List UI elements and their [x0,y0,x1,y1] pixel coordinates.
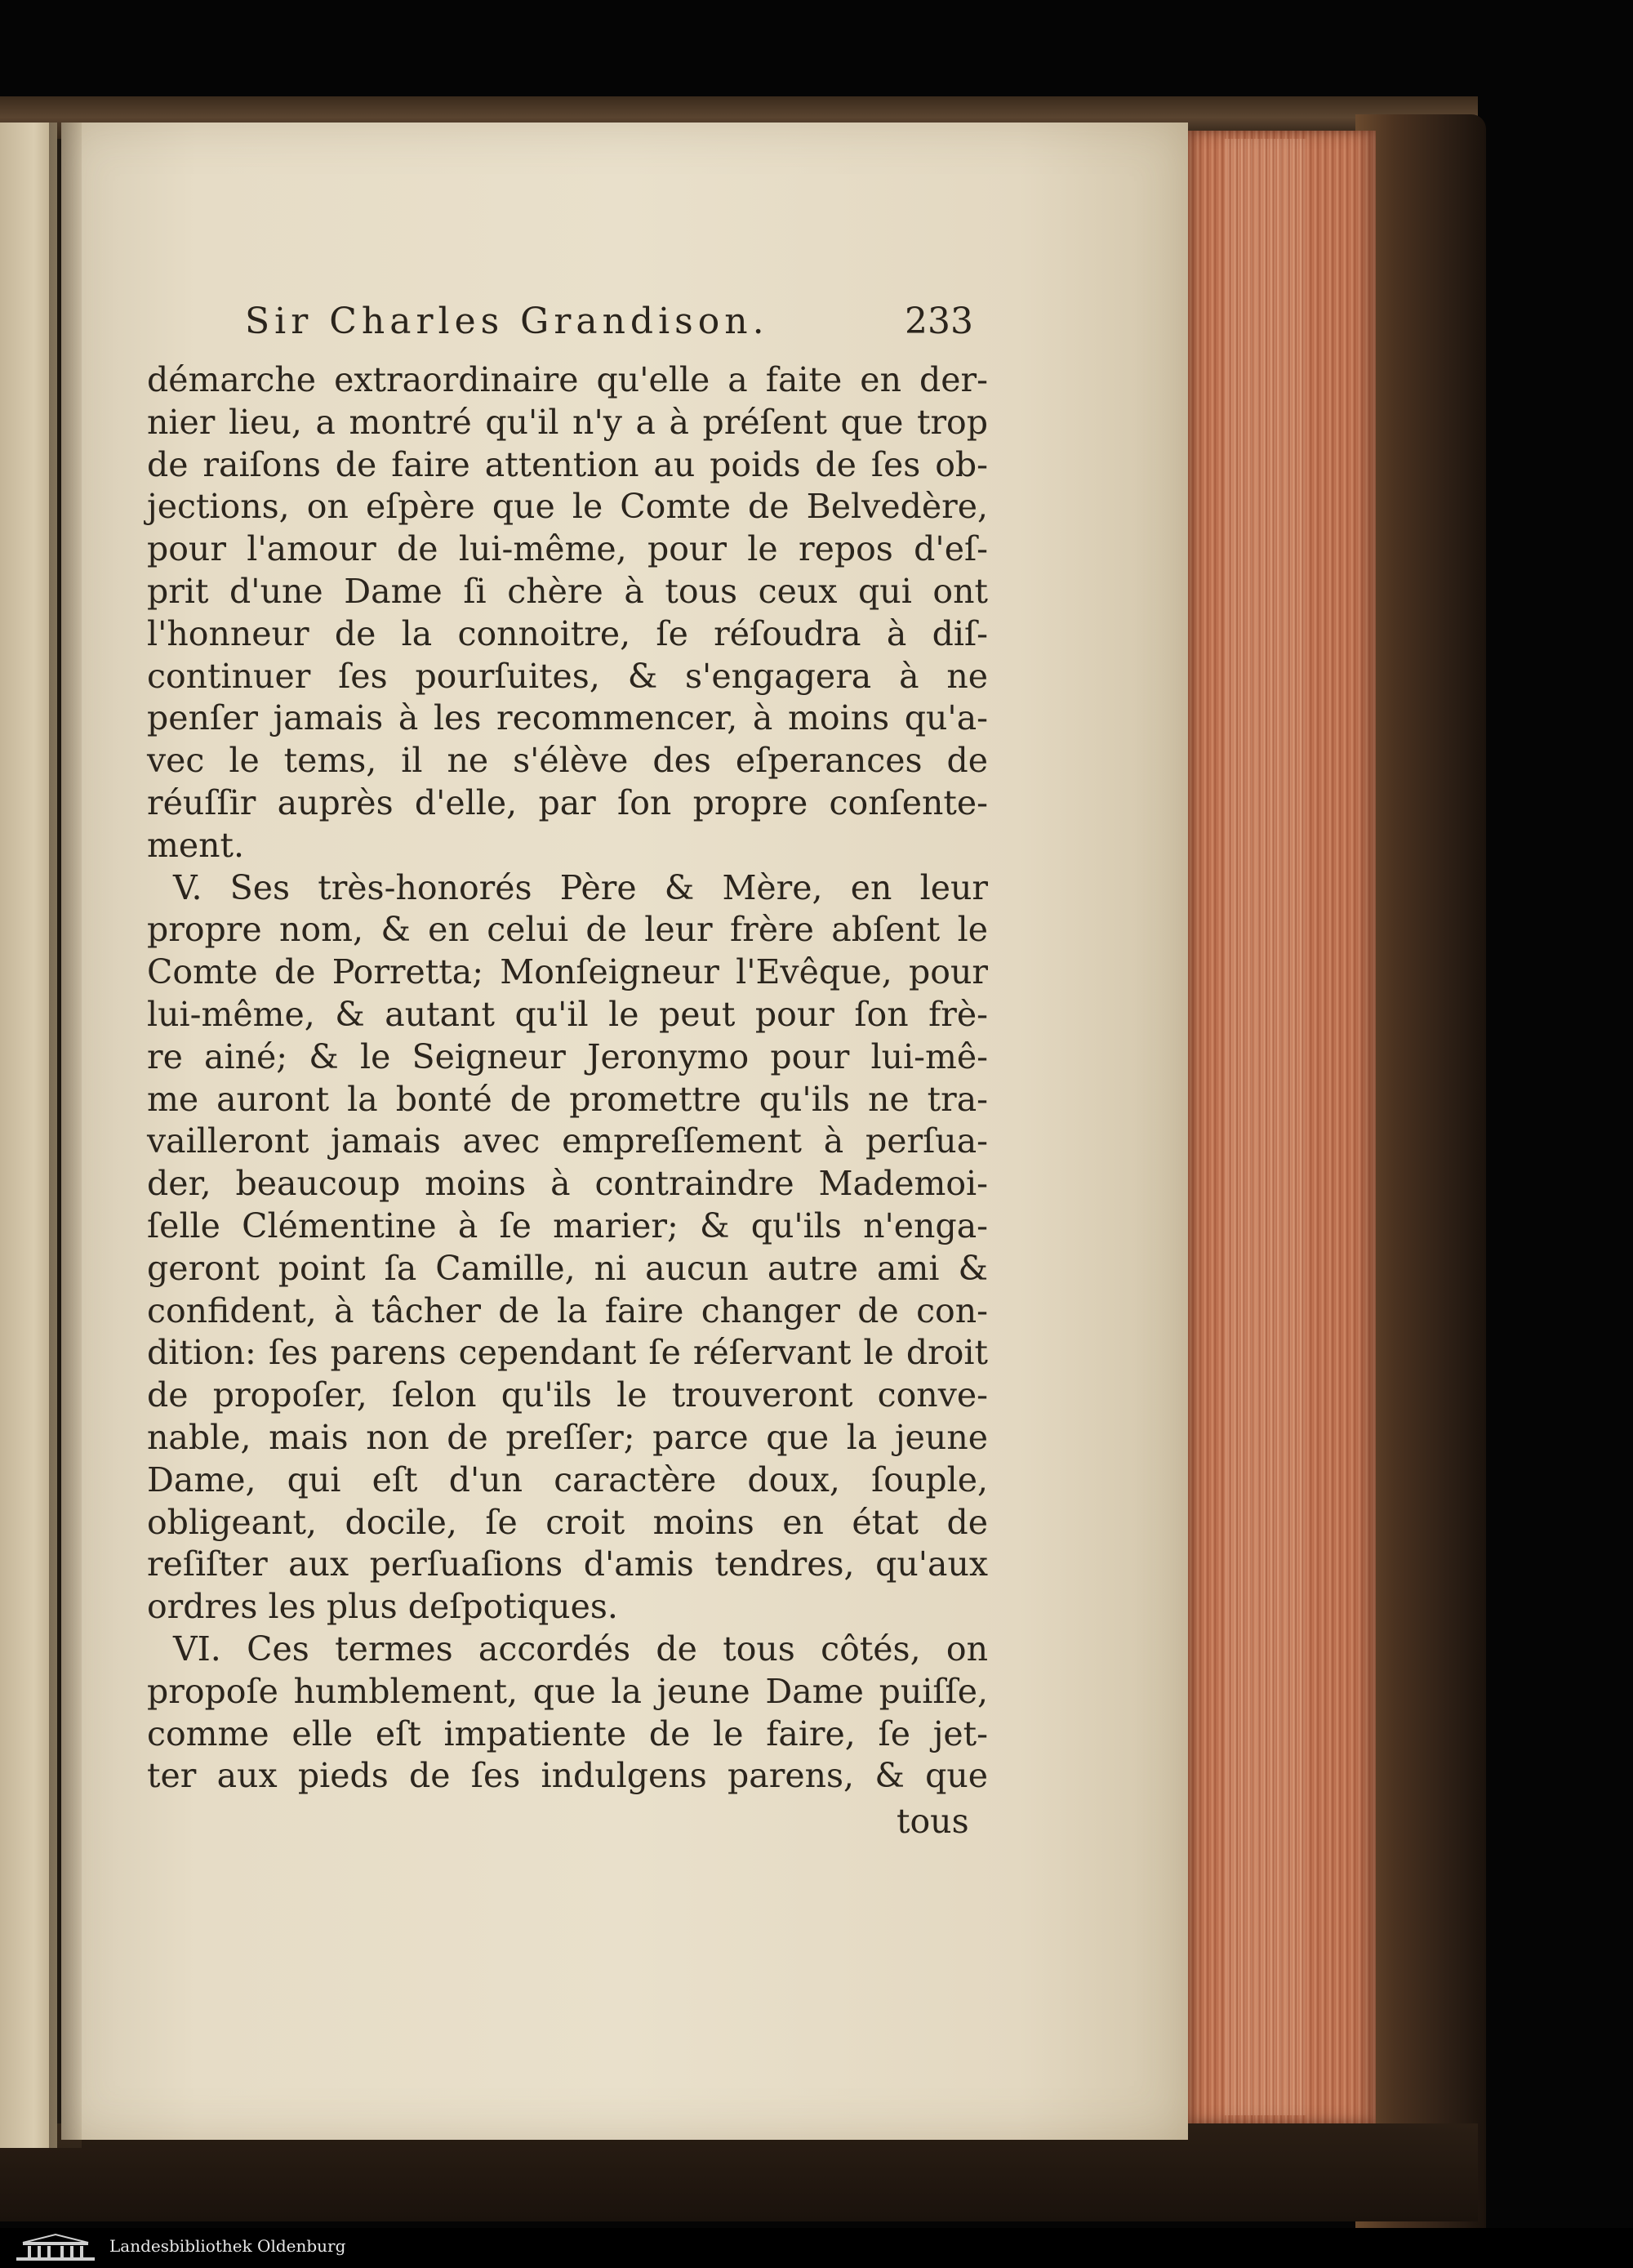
catchword: tous [897,1802,969,1841]
text-line: jections, on eſpère que le Comte de Belvedère, [147,487,988,527]
text-line: de propoſer, ſelon qu'ils le trouveront conve- [147,1375,988,1415]
text-line: continuer ſes pourſuites, & s'engagera à ne [147,656,988,696]
text-line: réuſſir auprès d'elle, par ſon propre conſente- [147,782,988,822]
text-line: ordres les plus deſpotiques. [147,1587,618,1627]
text-line: propre nom, & en celui de leur frère abſent le [147,910,988,950]
text-line: vailleront jamais avec empreſſement à perſua- [147,1121,988,1161]
text-line: vec le tems, il ne s'élève des eſperances de [147,741,988,781]
text-line: dition: ſes parens cependant ſe réſervant le droit [147,1333,988,1373]
text-line-paragraph-start: V. Ses très-honorés Père & Mère, en leur [173,867,988,907]
text-line: reſiſter aux perſuaſions d'amis tendres, qu'aux [147,1544,988,1584]
text-line: nier lieu, a montré qu'il n'y a à préſent que trop [147,402,988,442]
text-line: re ainé; & le Seigneur Jeronymo pour lui-mê- [147,1036,988,1076]
text-line: geront point ſa Camille, ni aucun autre ami & [147,1248,988,1288]
page-gutter-shadow [49,123,82,2148]
text-line: ter aux pieds de ſes indulgens parens, & que [147,1756,988,1796]
text-line: obligeant, docile, ſe croit moins en état de [147,1502,988,1542]
text-line: lui-même, & autant qu'il le peut pour ſon frè- [147,994,988,1034]
text-line: prit d'une Dame ſi chère à tous ceux qui ont [147,571,988,611]
text-line: Comte de Porretta; Monſeigneur l'Evêque, pour [147,952,988,992]
text-line: ſelle Clémentine à ſe marier; & qu'ils n'enga- [147,1205,988,1245]
text-line: démarche extraordinaire qu'elle a faite en der- [147,360,988,399]
library-name-label: Landesbibliothek Oldenburg [109,2236,346,2256]
text-line: confident, à tâcher de la faire changer de con- [147,1290,988,1330]
text-line: penſer jamais à les recommencer, à moins qu'a- [147,698,988,738]
text-line: comme elle eſt impatiente de le faire, ſe jet- [147,1713,988,1753]
text-line: nable, mais non de preſſer; parce que la jeune [147,1417,988,1457]
text-line: Dame, qui eſt d'un caractère doux, ſouple, [147,1459,988,1499]
text-line: de raiſons de faire attention au poids de ſes ob- [147,444,988,484]
body-text [147,359,988,1798]
page-block-fore-edge-texture [1225,139,1306,2115]
running-head-title: Sir Charles Grandison. [245,301,769,342]
text-line: me auront la bonté de promettre qu'ils ne tra- [147,1079,988,1119]
text-line-paragraph-start: VI. Ces termes accordés de tous côtés, on [173,1629,988,1669]
text-line: der, beaucoup moins à contraindre Mademoi- [147,1164,988,1204]
text-line: l'honneur de la connoitre, ſe réſoudra à diſ- [147,613,988,653]
text-line: ment. [147,825,245,865]
page-number: 233 [905,301,973,342]
text-line: propoſe humblement, que la jeune Dame puiſſe, [147,1671,988,1711]
library-building-icon [15,2233,96,2262]
text-line: pour l'amour de lui-même, pour le repos d'eſ- [147,529,988,569]
